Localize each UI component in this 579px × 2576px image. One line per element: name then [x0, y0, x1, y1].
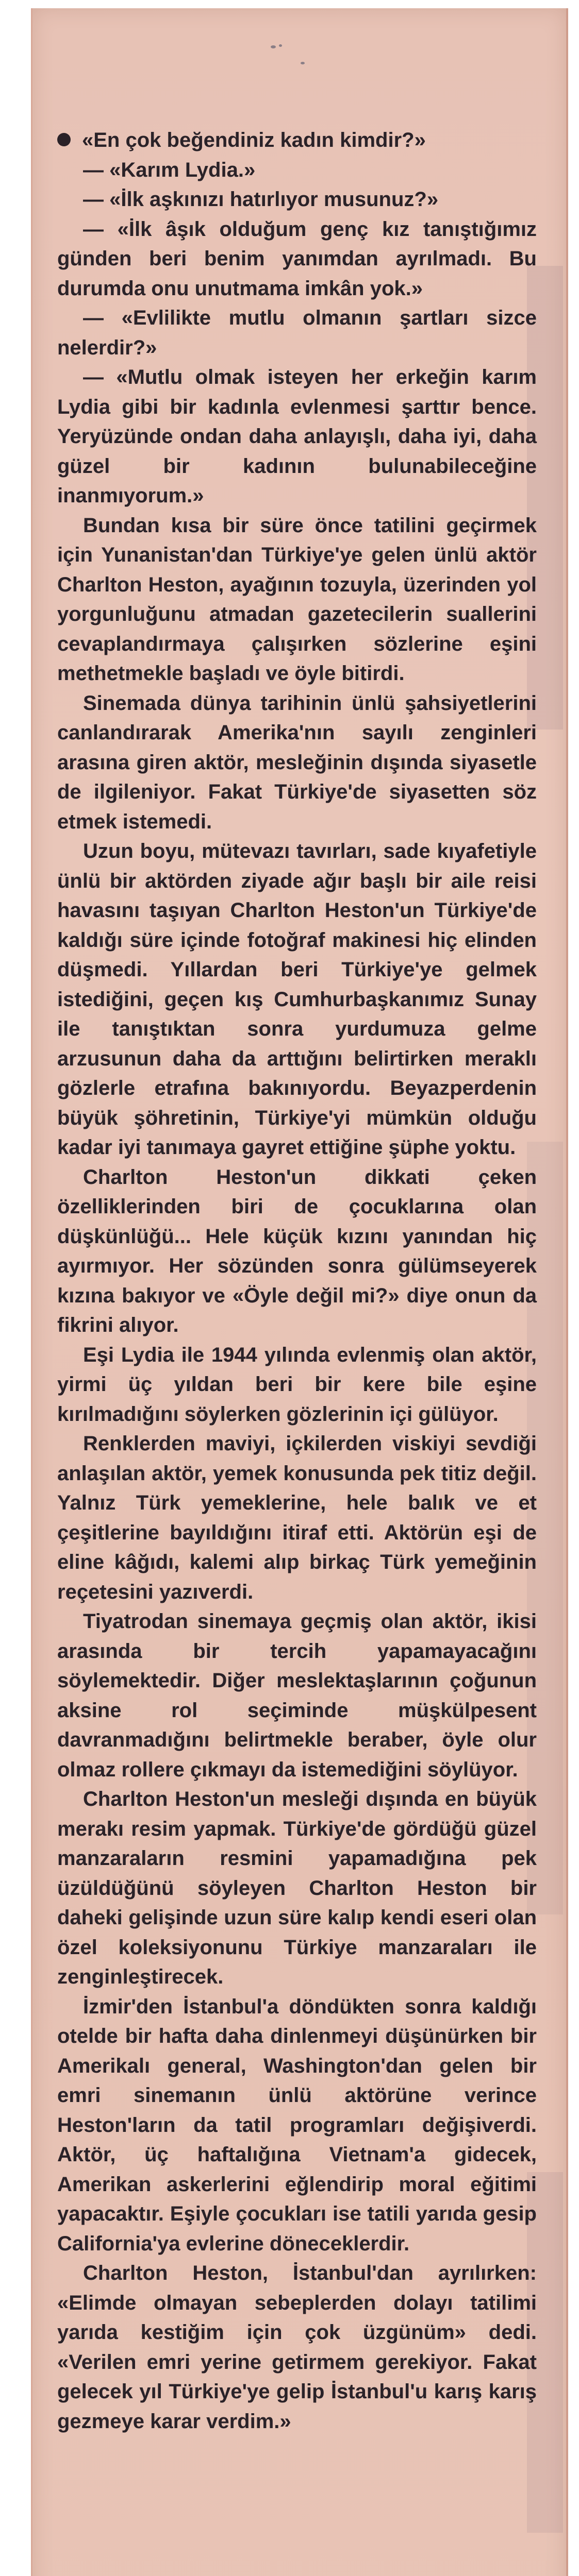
- interview-answer-1: — «Karım Lydia.»: [83, 158, 256, 181]
- article-paragraph: Sinemada dünya tarihinin ünlü şahsiyetlerini canlandırarak Amerika'nın sayılı zenginleri arasına giren aktör, mesleğinin dışında siyasetle de ilgileniyor. Fakat Türkiye'de siyasetten söz etmek istemedi.: [57, 691, 537, 833]
- article-paragraph: İzmir'den İstanbul'a döndükten sonra kaldığı otelde bir hafta daha dinlenmeyi düşünürken bir Amerikalı general, Washington'dan gelen bir emri sinemanın ünlü aktörüne verince Heston'ların da tatil programları değişiverdi. Aktör, üç haftalığına Vietnam'a gidecek, Amerikan askerlerini eğlendirip moral eğitimi yapacaktır. Eşiyle çocukları ise tatili yarıda gesip California'ya evlerine döneceklerdir.: [57, 1995, 537, 2255]
- interview-answer-2: — «İlk âşık olduğum genç kız tanıştığımız günden beri benim yanımdan ayrılmadı. Bu durumda onu unutmama imkân yok.»: [57, 217, 537, 300]
- article-paragraph: Uzun boyu, mütevazı tavırları, sade kıyafetiyle ünlü bir aktörden ziyade ağır başlı bir aile reisi havasını taşıyan Charlton Heston'un Türkiye'de kaldığı süre içinde fotoğraf makinesi hiç elinden düşmedi. Yıllardan beri Türkiye'ye gelmek istediğini, geçen kış Cumhurbaşkanımız Sunay ile tanıştıktan sonra yurdumuza gelme arzusunun daha da arttığını belirtirken meraklı gözlerle etrafına bakınıyordu. Beyazperdenin büyük şöhretinin, Türkiye'yi mümkün olduğu kadar iyi tanımaya gayret ettiğine şüphe yoktu.: [57, 840, 537, 1159]
- article-paragraph: Eşi Lydia ile 1944 yılında evlenmiş olan aktör, yirmi üç yıldan beri bir kere bile eşine kırılmadığını söylerken gözlerinin içi gülüyor.: [57, 1343, 537, 1426]
- article-body: [57, 126, 537, 2436]
- interview-answer-3: — «Mutlu olmak isteyen her erkeğin karım Lydia gibi bir kadınla evlenmesi şarttır bence. Yeryüzünde ondan daha anlayışlı, daha iyi, daha güzel bir kadının bulunabileceğine inanmıyorum.»: [57, 366, 537, 507]
- interview-question-3: — «Evlilikte mutlu olmanın şartları sizce nelerdir?»: [57, 307, 537, 359]
- paper-speck: [279, 44, 282, 47]
- article-paragraph: Charlton Heston, İstanbul'dan ayrılırken: «Elimde olmayan sebeplerden dolayı tatilimi yarıda kestiğim için çok üzgünüm» dedi. «Verilen emri yerine getirmem gerekiyor. Fakat gelecek yıl Türkiye'ye gelip İstanbul'u karış karış gezmeye karar verdim.»: [57, 2262, 537, 2433]
- article-paragraph: Charlton Heston'un mesleği dışında en büyük merakı resim yapmak. Türkiye'de gördüğü güzel manzaraların resmini yapamadığına pek üzüldüğünü söyleyen Charlton Heston bir daheki gelişinde uzun süre kalıp kendi eseri olan özel koleksiyonunu Türkiye manzaraları ile zenginleştirecek.: [57, 1788, 537, 1988]
- article-paragraph: Bundan kısa bir süre önce tatilini geçirmek için Yunanistan'dan Türkiye'ye gelen ünlü aktör Charlton Heston, ayağının tozuyla, üzerinden yol yorgunluğunu atmadan gazetecilerin suallerini cevaplandırmaya çalışırken sözlerine eşini methetmekle başladı ve öyle bitirdi.: [57, 514, 537, 685]
- article-paragraph: Charlton Heston'un dikkati çeken özelliklerinden biri de çocuklarına olan düşkünlüğü... Hele küçük kızını yanından hiç ayırmıyor. Her sözünden sonra gülümseyerek kızına bakıyor ve «Öyle değil mi?» diye onun da fikrini alıyor.: [57, 1165, 537, 1336]
- interview-question-2: — «İlk aşkınızı hatırlıyor musunuz?»: [83, 188, 439, 211]
- interview-question-1: «En çok beğendiniz kadın kimdir?»: [57, 126, 537, 156]
- article-paragraph: Tiyatrodan sinemaya geçmiş olan aktör, ikisi arasında bir tercih yapamayacağını söylemektedir. Diğer meslektaşlarının çoğunun aksine rol seçiminde müşkülpesent davranmadığını belirtmekle beraber, öyle olur olmaz rollere çıkmayı da istemediğini söylüyor.: [57, 1610, 537, 1781]
- paper-speck: [301, 62, 305, 64]
- bullet-icon: [57, 133, 71, 146]
- newspaper-clipping: [31, 8, 568, 2576]
- article-paragraph: Renklerden maviyi, içkilerden viskiyi sevdiği anlaşılan aktör, yemek konusunda pek titiz değil. Yalnız Türk yemeklerine, hele balık ve et çeşitlerine bayıldığını itiraf etti. Aktörün eşi de eline kâğıdı, kalemi alıp birkaç Türk yemeğinin reçetesini yazıverdi.: [57, 1432, 537, 1603]
- paper-speck: [271, 45, 276, 48]
